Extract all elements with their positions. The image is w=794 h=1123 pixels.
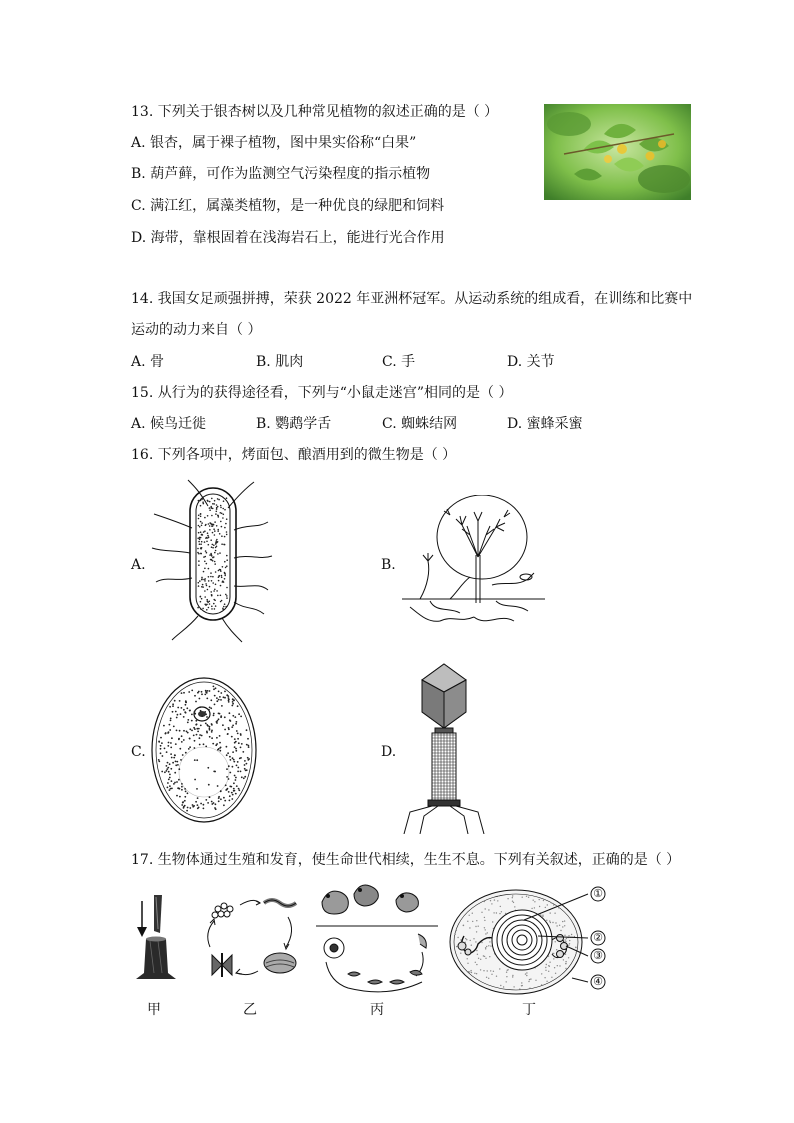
egg-marker-4: ④ xyxy=(593,975,603,988)
q15-option-a: A. 候鸟迁徙 xyxy=(131,416,207,432)
egg-marker-1: ① xyxy=(593,887,603,900)
fig-label-yi: 乙 xyxy=(243,1002,257,1018)
q14-option-b: B. 肌肉 xyxy=(256,354,304,370)
q15-option-c: C. 蜘蛛结网 xyxy=(382,416,458,432)
q13-option-c: C. 满江红，属藻类植物，是一种优良的绿肥和饲料 xyxy=(131,198,445,214)
q16-stem: 16. 下列各项中，烤面包、酿酒用到的微生物是（ ） xyxy=(131,447,457,463)
yeast-cell-icon xyxy=(150,676,258,824)
q14-option-c: C. 手 xyxy=(382,354,416,370)
frog-metamorphosis-icon xyxy=(314,882,438,994)
q13-option-a: A. 银杏，属于裸子植物，图中果实俗称“白果” xyxy=(131,135,417,151)
q14-stem-line2: 运动的动力来自（ ） xyxy=(131,322,262,338)
bird-egg-structure-icon xyxy=(448,882,628,998)
grafting-icon xyxy=(132,893,180,981)
q15-stem: 15. 从行为的获得途径看，下列与“小鼠走迷宫”相同的是（ ） xyxy=(131,385,513,401)
q13-option-d: D. 海带，靠根固着在浅海岩石上，能进行光合作用 xyxy=(131,230,445,246)
q13-stem: 13. 下列关于银杏树以及几种常见植物的叙述正确的是（ ） xyxy=(131,104,499,120)
q16-label-a: A. xyxy=(131,557,146,573)
q16-label-c: C. xyxy=(131,744,146,760)
q15-option-d: D. 蜜蜂采蜜 xyxy=(507,416,583,432)
ginkgo-photo xyxy=(544,104,691,200)
q14-option-d: D. 关节 xyxy=(507,354,555,370)
q17-stem: 17. 生物体通过生殖和发育，使生命世代相续，生生不息。下列有关叙述，正确的是（ ） xyxy=(131,852,681,868)
q13-option-b: B. 葫芦藓，可作为监测空气污染程度的指示植物 xyxy=(131,166,431,182)
q15-option-b: B. 鹦鹉学舌 xyxy=(256,416,332,432)
bacterium-icon xyxy=(150,478,275,643)
q14-stem-line1: 14. 我国女足顽强拼搏，荣获 2022 年亚洲杯冠军。从运动系统的组成看，在训练和比赛中 xyxy=(131,291,693,307)
egg-marker-3: ③ xyxy=(593,949,603,962)
egg-marker-2: ② xyxy=(593,931,603,944)
fig-label-jia: 甲 xyxy=(147,1002,161,1018)
insect-metamorphosis-icon xyxy=(200,893,300,983)
fig-label-ding: 丁 xyxy=(522,1002,536,1018)
fig-label-bing: 丙 xyxy=(370,1002,384,1018)
q16-label-d: D. xyxy=(381,744,397,760)
q14-option-a: A. 骨 xyxy=(131,354,165,370)
mold-icon xyxy=(400,495,545,635)
q16-label-b: B. xyxy=(381,557,396,573)
bacteriophage-icon xyxy=(402,662,486,834)
